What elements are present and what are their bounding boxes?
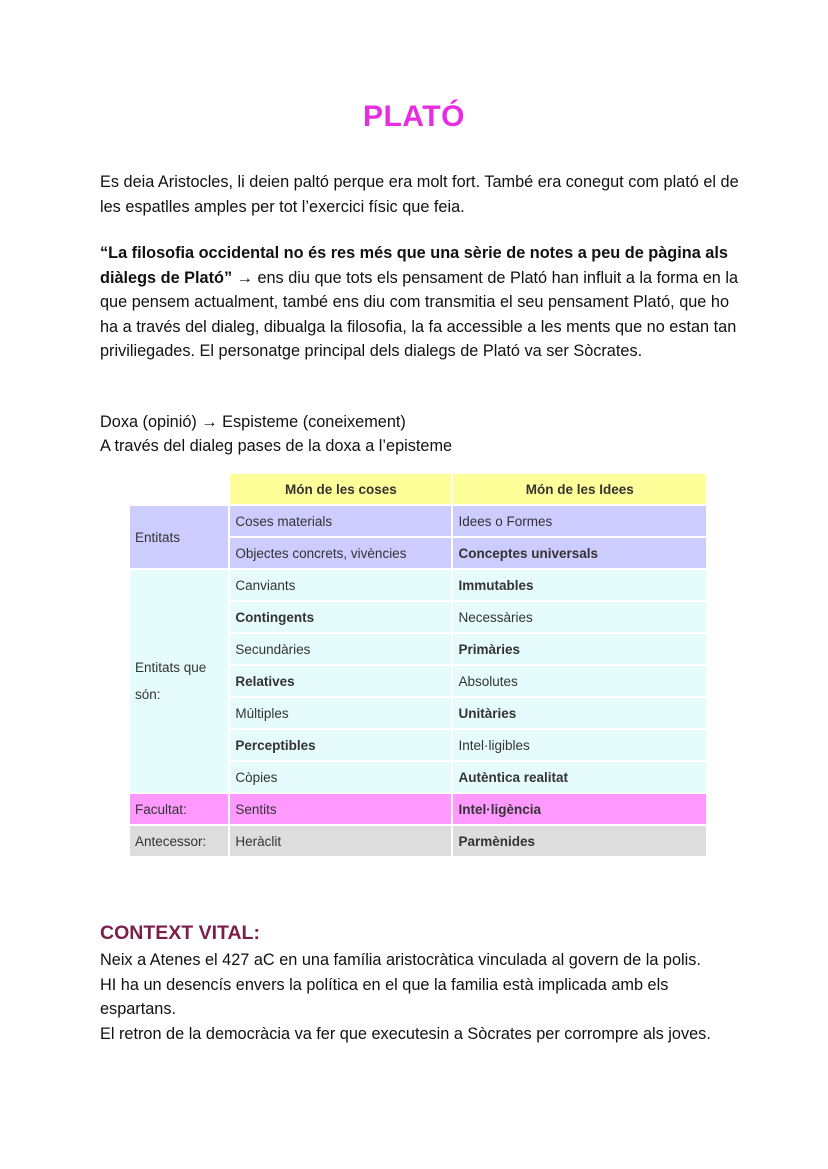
table-row xyxy=(130,570,706,600)
quote-bold: “La filosofia occidental no és res més que una sèrie de notes a peu de pàgina als diàlegs de Plató” xyxy=(100,244,728,287)
table-cell: Absolutes xyxy=(453,666,706,696)
table-corner xyxy=(130,474,228,504)
comparison-table xyxy=(128,472,708,858)
table-cell: Autèntica realitat xyxy=(453,762,706,792)
table-cell: Coses materials xyxy=(230,506,451,536)
table-cell: Heràclit xyxy=(230,826,451,856)
table-row-antecessor xyxy=(130,826,706,856)
table-cell: Contingents xyxy=(230,602,451,632)
table-cell: Intel·ligència xyxy=(453,794,706,824)
context-paragraph xyxy=(100,948,740,1046)
quote-rest: → ens diu que tots els pensament de Plató han influit a la forma en la que pensem actualment, també ens diu com transmitia el seu pensament Plató, que ho ha a través del dialeg, dibualga la filosofia, la fa accessible a les ments que no estan tan priviliegades. El personatge principal dels dialegs de Plató va ser Sòcrates. xyxy=(100,268,739,360)
row-label-antecessor: Antecessor: xyxy=(130,826,228,856)
table-cell: Secundàries xyxy=(230,634,451,664)
table-cell: Conceptes universals xyxy=(453,538,706,568)
page-title: PLATÓ xyxy=(363,100,465,133)
table-cell: Immutables xyxy=(453,570,706,600)
table-cell: Intel·ligibles xyxy=(453,730,706,760)
quote-paragraph xyxy=(100,241,740,364)
table-cell: Necessàries xyxy=(453,602,706,632)
table-header-row xyxy=(130,474,706,504)
table-cell: Perceptibles xyxy=(230,730,451,760)
doxa-line: Doxa (opinió) → Espisteme (coneixement) xyxy=(100,413,406,431)
header-mon-coses: Món de les coses xyxy=(230,474,451,504)
dialeg-line: A través del dialeg pases de la doxa a l’episteme xyxy=(100,437,453,455)
row-label-facultat: Facultat: xyxy=(130,794,228,824)
context-heading: CONTEXT VITAL: xyxy=(100,922,260,944)
table-cell: Parmènides xyxy=(453,826,706,856)
table-cell: Primàries xyxy=(453,634,706,664)
table-cell: Còpies xyxy=(230,762,451,792)
row-label-entitats-que-son: Entitats que són: xyxy=(130,570,228,792)
intro-paragraph: Es deia Aristocles, li deien paltó perque era molt fort. També era conegut com plató el de les espatlles amples per tot l’exercici físic que feia. xyxy=(100,173,739,216)
table-cell: Objectes concrets, vivències xyxy=(230,538,451,568)
table-row-facultat xyxy=(130,794,706,824)
table-cell: Múltiples xyxy=(230,698,451,728)
table-cell: Relatives xyxy=(230,666,451,696)
table-cell: Sentits xyxy=(230,794,451,824)
table-cell: Unitàries xyxy=(453,698,706,728)
context-line: El retron de la democràcia va fer que executesin a Sòcrates per corrompre als joves. xyxy=(100,1024,711,1043)
table-cell: Canviants xyxy=(230,570,451,600)
row-label-entitats: Entitats xyxy=(130,506,228,568)
table-cell: Idees o Formes xyxy=(453,506,706,536)
context-line: HI ha un desencís envers la política en el que la familia està implicada amb els espartans. xyxy=(100,975,669,1018)
table-row xyxy=(130,506,706,536)
context-line: Neix a Atenes el 427 aC en una família aristocràtica vinculada al govern de la polis. xyxy=(100,951,701,969)
header-mon-idees: Món de les Idees xyxy=(453,474,706,504)
